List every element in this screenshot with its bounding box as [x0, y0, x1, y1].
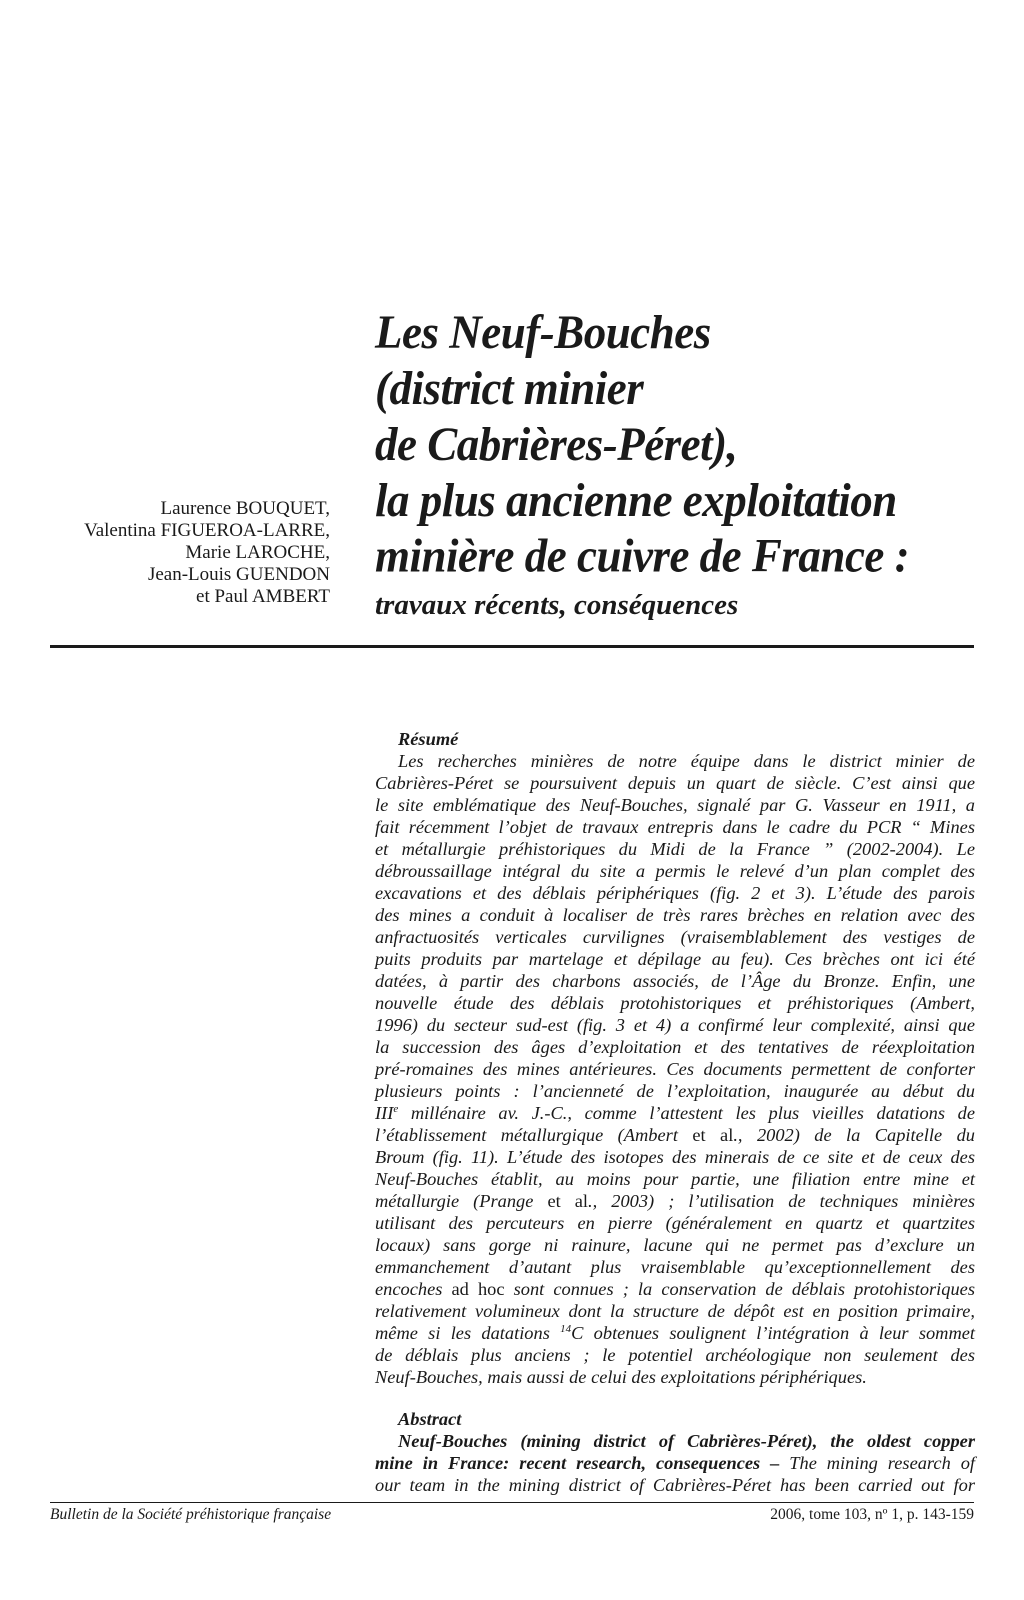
text-line: our team in the mining district of Cabrières-Péret has been carried out for [375, 1475, 975, 1495]
ad-hoc: ad hoc [451, 1279, 505, 1299]
text-line: puits produits par martelage et dépilage au feu). Ces brèches ont ici été [375, 949, 975, 969]
author-name: et Paul AMBERT [196, 586, 330, 607]
text-line: nouvelle étude des déblais protohistoriques et préhistoriques (Ambert, [375, 993, 975, 1013]
author-name: Valentina FIGUEROA-LARRE, [84, 520, 330, 541]
text-line: utilisant des percuteurs en pierre (généralement en quartz et quartzites [375, 1213, 975, 1233]
text-line [375, 1102, 975, 1124]
text-line: des mines a conduit à localiser de très rares brèches en relation avec des [375, 905, 975, 925]
title-line: minière de cuivre de France : [375, 529, 910, 583]
text-span: ., 2003) ; l’utilisation de techniques minières [588, 1191, 975, 1211]
text-line: relativement volumineux dont la structure de dépôt est en position primaire, [375, 1301, 975, 1321]
text-line: plusieurs points : l’ancienneté de l’exploitation, inaugurée au début du [375, 1081, 975, 1101]
text-span: métallurgie (Prange [375, 1191, 548, 1211]
text-span: même si les datations [375, 1323, 561, 1343]
text-line: locaux) sans gorge ni rainure, lacune qui ne permet pas d’exclure un [375, 1235, 975, 1255]
text-line [375, 1452, 975, 1474]
text-line: le site emblématique des Neuf-Bouches, signalé par G. Vasseur en 1911, a [375, 795, 975, 815]
text-line: Broum (fig. 11). L’étude des isotopes des minerais de ce site et de ceux des [375, 1147, 975, 1167]
abstract-body [375, 1430, 975, 1496]
text-line: Cabrières-Péret se poursuivent depuis un quart de siècle. C’est ainsi que [375, 773, 975, 793]
text-line: de déblais plus anciens ; le potentiel archéologique non seulement des [375, 1345, 975, 1365]
text-span: encoches [375, 1279, 452, 1299]
title-line: Les Neuf-Bouches [375, 305, 711, 359]
abstract-heading: Abstract [398, 1409, 462, 1429]
text-span: millénaire av. J.-C., comme l’attestent les plus vieilles datations de [398, 1103, 975, 1123]
text-line: la succession des âges d’exploitation et des tentatives de réexploitation [375, 1037, 975, 1057]
text-line: et métallurgie préhistoriques du Midi de la France ” (2002-2004). Le [375, 839, 975, 859]
text-line: anfractuosités verticales curvilignes (vraisemblablement des vestiges de [375, 927, 975, 947]
footer-divider [50, 1502, 974, 1503]
text-span: ., 2002) de la Capitelle du [733, 1125, 975, 1145]
article-subtitle: travaux récents, conséquences [375, 589, 739, 621]
text-line: emmanchement d’autant plus vraisemblable qu’exceptionnellement des [375, 1257, 975, 1277]
et-al: et al [692, 1125, 734, 1145]
text-span: III [375, 1103, 394, 1123]
text-line: excavations et des déblais périphériques (fig. 2 et 3). L’étude des parois [375, 883, 975, 903]
text-line: pré-romaines des mines antérieures. Ces documents permettent de conforter [375, 1059, 975, 1079]
title-divider [50, 645, 974, 648]
author-name: Laurence BOUQUET, [160, 498, 330, 519]
author-list [50, 498, 330, 608]
citation: 2006, tome 103, nº 1, p. 143-159 [770, 1506, 974, 1523]
abstract-column [375, 728, 975, 1496]
text-line [375, 1124, 975, 1146]
text-line [375, 1278, 975, 1300]
text-line: datées, à partir des charbons associés, de l’Âge du Bronze. Enfin, une [375, 971, 975, 991]
text-line: Neuf-Bouches établit, au moins pour partie, une filiation entre mine et [375, 1169, 975, 1189]
et-al: et al [547, 1191, 589, 1211]
resume-heading: Résumé [398, 729, 459, 749]
text-span: mine in France: recent research, consequences – [375, 1453, 780, 1473]
resume-body [375, 750, 975, 1388]
article-title [375, 304, 995, 622]
author-name: Marie LAROCHE, [185, 542, 330, 563]
superscript: e [393, 1103, 399, 1115]
title-line: de Cabrières-Péret), [375, 417, 738, 471]
text-span: l’établissement métallurgique (Ambert [375, 1125, 693, 1145]
title-line: (district minier [375, 361, 644, 415]
title-line: la plus ancienne exploitation [375, 473, 897, 527]
text-line: fait récemment l’objet de travaux entrepris dans le cadre du PCR “ Mines [375, 817, 975, 837]
journal-name: Bulletin de la Société préhistorique française [50, 1506, 332, 1523]
text-line [375, 1322, 975, 1344]
text-span: C obtenues soulignent l’intégration à leur sommet [571, 1323, 976, 1343]
text-span: sont connues ; la conservation de déblais protohistoriques [504, 1279, 976, 1299]
text-line: Les recherches minières de notre équipe dans le district minier de [398, 751, 975, 771]
text-line: débroussaillage intégral du site a permis le relevé d’un plan complet des [375, 861, 975, 881]
text-line: Neuf-Bouches, mais aussi de celui des exploitations périphériques. [375, 1367, 867, 1387]
text-line [375, 1190, 975, 1212]
author-name: Jean-Louis GUENDON [147, 564, 330, 585]
text-span: The mining research of [779, 1453, 975, 1473]
text-line: Neuf-Bouches (mining district of Cabrières-Péret), the oldest copper [398, 1431, 975, 1451]
text-line: 1996) du secteur sud-est (fig. 3 et 4) a confirmé leur complexité, ainsi que [375, 1015, 975, 1035]
superscript: 14 [560, 1323, 572, 1335]
